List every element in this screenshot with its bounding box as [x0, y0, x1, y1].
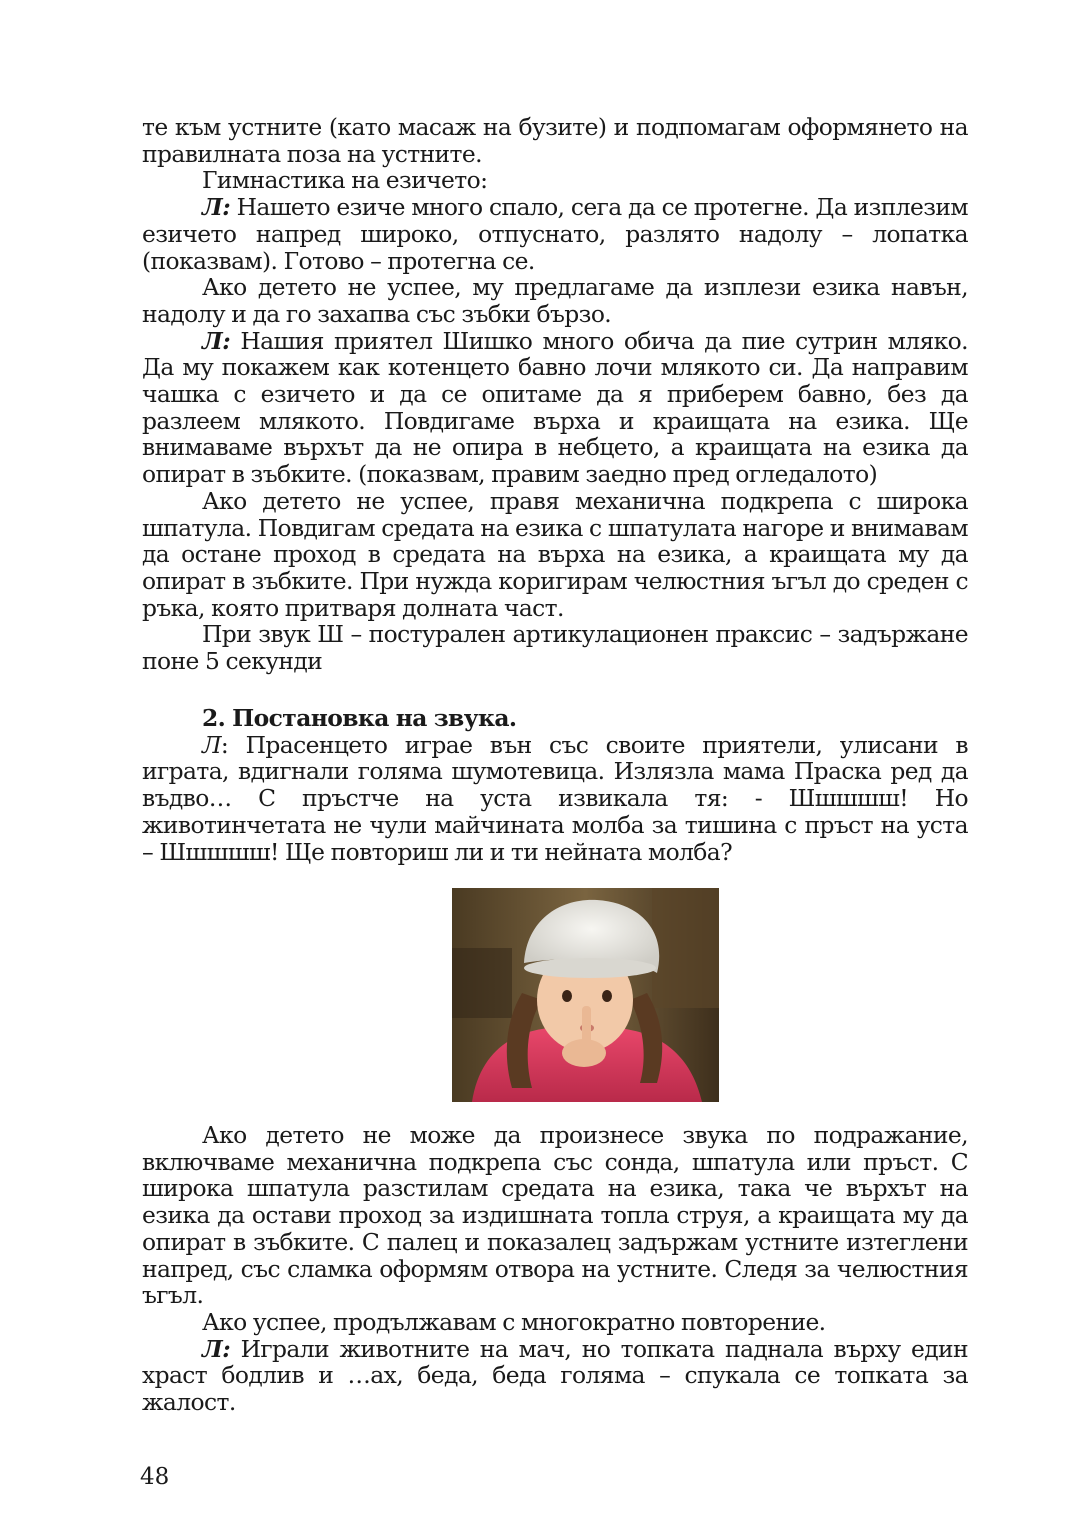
paragraph: Ако детето не успее, му предлагаме да изплези езика навън, надолу и да го захапва със зъбки бързо. [142, 273, 968, 328]
text-block-section-2 [142, 705, 968, 865]
dialogue-paragraph [142, 732, 968, 866]
paragraph: При звук Ш – постурален артикулационен праксис – задържане поне 5 секунди [142, 620, 968, 676]
dialogue-text: Нашето езиче много спало, сега да се протегне. Да изплезим езичето напред широко, отпуснато, разлято надолу – лопатка (показвам). Готово – протегна се. [142, 193, 968, 275]
dialogue-paragraph [142, 194, 968, 274]
paragraph: те към устните (като масаж на бузите) и подпомагам оформянето на правилната поза на устните. [142, 113, 968, 168]
page-number: 48 [140, 1464, 170, 1490]
speaker-label: Л [202, 730, 221, 759]
dialogue-paragraph [142, 1336, 968, 1416]
dialogue-paragraph [142, 328, 968, 488]
child-shushing-photo [452, 888, 719, 1102]
section-heading: 2. Постановка на звука. [202, 704, 517, 732]
dialogue-text: Нашия приятел Шишко много обича да пие сутрин мляко. Да му покажем как котенцето бавно лочи млякото си. Да направим чашка с езичето и да се опитаме да я приберем бавно, без да разлеем млякото. Повдигаме върха и краищата на езика. Ще внимаваме върхът да не опира в небцето, а краищата на езика да опират в зъбките. (показвам, правим заедно пред огледалото) [142, 326, 968, 489]
paragraph: Гимнастика на езичето: [202, 166, 488, 195]
speaker-label: Л: [202, 326, 231, 355]
dialogue-text: Играли животните на мач, но топката паднала върху един храст бодлив и …ах, беда, беда голяма – спукала се топката за жалост. [142, 1334, 968, 1417]
paragraph: Ако успее, продължавам с многократно повторение. [202, 1307, 826, 1336]
paragraph: Ако детето не може да произнесе звука по подражание, включваме механична подкрепа със сонда, шпатула или пръст. С широка шпатула разстилам средата на езика, така че върхът на езика да остави проход за издишната топла струя, а краищата му да опират в зъбките. С палец и показалец задържам устните изтеглени напред, със сламка оформям отвора на устните. Следя за челюстния ъгъл. [142, 1121, 968, 1310]
paragraph: Ако детето не успее, правя механична подкрепа с широка шпатула. Повдигам средата на езика с шпатулата нагоре и внимавам да остане проход в средата на върха на езика, а краищата му да опират в зъбките. При нужда коригирам челюстния ъгъл до среден с ръка, която притваря долната част. [142, 486, 968, 622]
dialogue-text: : Прасенцето играе вън със своите приятели, улисани в играта, вдигнали голяма шумотевица. Излязла мама Праска ред да въдво… С пръстче на уста извикала тя: - Шшшшш! Но животинчетата не чули майчината молба за тишина с пръст на уста – Шшшшш! Ще повториш ли и ти нейната молба? [142, 730, 968, 866]
text-block-top [142, 114, 968, 675]
speaker-label: Л: [202, 1334, 231, 1363]
text-block-bottom [142, 1122, 968, 1416]
speaker-label: Л: [202, 193, 231, 222]
